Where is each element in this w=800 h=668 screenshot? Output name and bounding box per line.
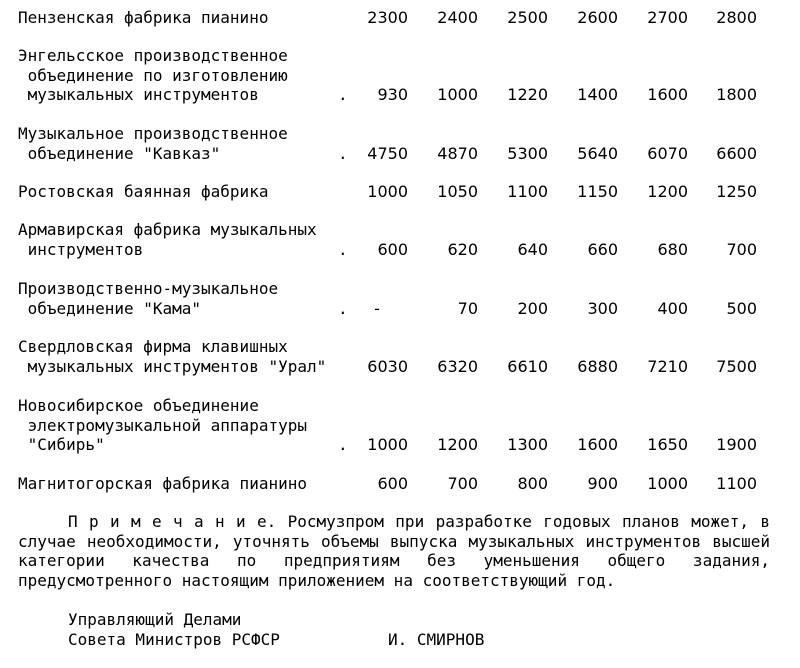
value-cell: 500 bbox=[726, 298, 757, 318]
value-cell: 600 bbox=[377, 239, 408, 259]
value-cell: 700 bbox=[726, 239, 757, 259]
value-cell: 1400 bbox=[577, 85, 618, 104]
value-cell: 2600 bbox=[577, 8, 618, 27]
enterprise-name-line: Магнитогорская фабрика пианино bbox=[18, 474, 307, 493]
enterprise-name-line: "Сибирь" bbox=[18, 435, 105, 454]
value-cell: 7210 bbox=[647, 356, 688, 376]
value-cell: 680 bbox=[657, 239, 688, 259]
value-cell: 1900 bbox=[716, 435, 757, 454]
enterprise-name-line: музыкальных инструментов "Урал" bbox=[18, 356, 327, 376]
value-cell: 2700 bbox=[647, 8, 688, 27]
enterprise-name-line: Пензенская фабрика пианино bbox=[18, 8, 269, 27]
value-cell: 1600 bbox=[647, 85, 688, 104]
value-cell: 6600 bbox=[716, 143, 757, 163]
enterprise-name-line: электромузыкальной аппаратуры bbox=[18, 415, 307, 435]
value-cell: 6880 bbox=[577, 356, 618, 376]
value-cell: 2800 bbox=[716, 8, 757, 27]
value-cell: 1600 bbox=[577, 435, 618, 454]
note-paragraph bbox=[18, 512, 770, 590]
value-cell: 7500 bbox=[716, 356, 757, 376]
value-cell: 600 bbox=[377, 474, 408, 493]
value-cell: 2400 bbox=[437, 8, 478, 27]
value-cell: 4870 bbox=[437, 143, 478, 163]
value-cell: 2500 bbox=[507, 8, 548, 27]
enterprise-name-line: Производственно-музыкальное bbox=[18, 279, 279, 298]
leader-dot: . bbox=[338, 298, 348, 318]
value-cell: 6610 bbox=[507, 356, 548, 376]
enterprise-name-line: Новосибирское объединение bbox=[18, 396, 259, 415]
enterprise-name-line: инструментов bbox=[18, 239, 144, 259]
enterprise-name-line: Свердловская фирма клавишных bbox=[18, 337, 288, 356]
value-cell: 5300 bbox=[507, 143, 548, 163]
value-cell: 1220 bbox=[507, 85, 548, 104]
value-cell: 1250 bbox=[716, 182, 757, 201]
value-cell: 6030 bbox=[367, 356, 408, 376]
value-cell: 300 bbox=[587, 298, 618, 318]
enterprise-name-line: Энгельсское производственное bbox=[18, 46, 288, 65]
leader-dot: . bbox=[338, 143, 348, 163]
value-cell: 640 bbox=[517, 239, 548, 259]
value-cell: 1800 bbox=[716, 85, 757, 104]
value-cell: 200 bbox=[517, 298, 548, 318]
value-cell: 5640 bbox=[577, 143, 618, 163]
value-cell: 620 bbox=[447, 239, 478, 259]
enterprise-name-line: объединение по изготовлению bbox=[18, 65, 288, 85]
value-cell: - bbox=[374, 298, 380, 318]
value-cell: 4750 bbox=[367, 143, 408, 163]
leader-dot: . bbox=[338, 85, 348, 104]
value-cell: 2300 bbox=[367, 8, 408, 27]
value-cell: 1150 bbox=[577, 182, 618, 201]
value-cell: 800 bbox=[517, 474, 548, 493]
signature-title-line1: Управляющий Делами bbox=[68, 610, 242, 629]
value-cell: 1200 bbox=[647, 182, 688, 201]
enterprise-name-line: объединение "Кама" bbox=[18, 298, 202, 318]
value-cell: 1100 bbox=[716, 474, 757, 493]
value-cell: 70 bbox=[457, 298, 478, 318]
value-cell: 400 bbox=[657, 298, 688, 318]
value-cell: 1100 bbox=[507, 182, 548, 201]
value-cell: 700 bbox=[447, 474, 478, 493]
value-cell: 930 bbox=[377, 85, 408, 104]
note-label: П р и м е ч а н и е. bbox=[68, 512, 277, 531]
leader-dot: . bbox=[338, 239, 348, 259]
leader-dot: . bbox=[338, 435, 348, 454]
value-cell: 660 bbox=[587, 239, 618, 259]
value-cell: 6070 bbox=[647, 143, 688, 163]
value-cell: 900 bbox=[587, 474, 618, 493]
enterprise-name-line: Музыкальное производственное bbox=[18, 124, 288, 143]
value-cell: 1050 bbox=[437, 182, 478, 201]
note-text: Росмузпром при разработке годовых планов может, в случае необходимости, уточнять объемы выпуска музыкальных инструментов высшей категории качества по предприятиям без уменьшения общего задания, предусмотренного настоящим приложением на соответствующий год. bbox=[18, 512, 770, 590]
value-cell: 1650 bbox=[647, 435, 688, 454]
enterprise-name-line: объединение "Кавказ" bbox=[18, 143, 221, 163]
value-cell: 1000 bbox=[367, 182, 408, 201]
value-cell: 1000 bbox=[647, 474, 688, 493]
value-cell: 1200 bbox=[437, 435, 478, 454]
value-cell: 1000 bbox=[367, 435, 408, 454]
enterprise-name-line: Армавирская фабрика музыкальных bbox=[18, 220, 317, 239]
signature-title-line2: Совета Министров РСФСР bbox=[68, 630, 280, 649]
enterprise-name-line: музыкальных инструментов bbox=[18, 85, 259, 104]
value-cell: 6320 bbox=[437, 356, 478, 376]
signature-name: И. СМИРНОВ bbox=[388, 630, 485, 649]
value-cell: 1000 bbox=[437, 85, 478, 104]
value-cell: 1300 bbox=[507, 435, 548, 454]
enterprise-name-line: Ростовская баянная фабрика bbox=[18, 182, 269, 201]
